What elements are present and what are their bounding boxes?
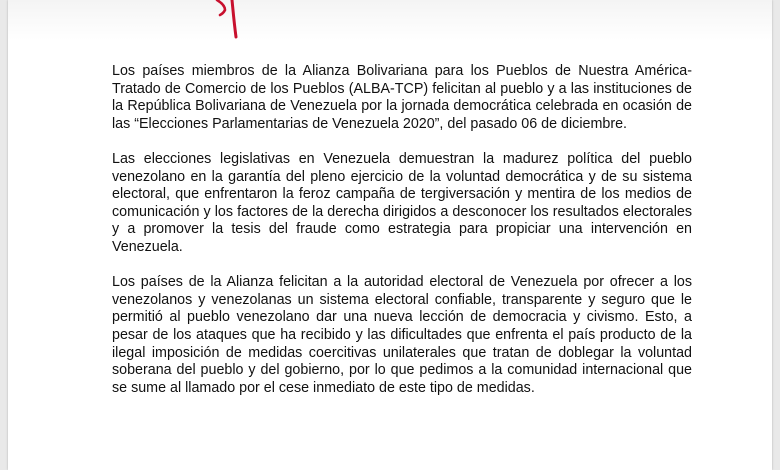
paragraph-3: Los países de la Alianza felicitan a la autoridad electoral de Venezuela por ofrecer a los venezolanos y venezolanas un sistema electoral confiable, transparente y seguro que le permitió al pueblo venezolano dar una nueva lección de democracia y civismo. Esto, a pesar de los ataques que ha recibido y las dificultades que enfrenta el país producto de la ilegal imposición de medidas coercitivas unilaterales que tratan de doblegar la voluntad soberana del pueblo y del gobierno, por lo que pedimos a la comunidad internacional que se sume al llamado por el cese inmediato de este tipo de medidas.	[112, 274, 692, 396]
document-page	[8, 0, 772, 470]
paragraph-2: Las elecciones legislativas en Venezuela demuestran la madurez política del pueblo venezolano en la garantía del pleno ejercicio de la voluntad democrática y de su sistema electoral, que enfrentaron la feroz campaña de tergiversación y mentira de los medios de comunicación y los factores de la derecha dirigidos a desconocer los resultados electorales y a promover la tesis del fraude como estrategia para propiciar una intervención en Venezuela.	[112, 150, 692, 255]
paragraph-1: Los países miembros de la Alianza Bolivariana para los Pueblos de Nuestra América-Tratado de Comercio de los Pueblos (ALBA-TCP) felicitan al pueblo y a las instituciones de la República Bolivariana de Venezuela por la jornada democrática celebrada en ocasión de las “Elecciones Parlamentarias de Venezuela 2020”, del pasado 06 de diciembre.	[112, 63, 692, 132]
letter-body	[112, 63, 692, 415]
logo-brush-stroke-icon	[198, 0, 258, 42]
